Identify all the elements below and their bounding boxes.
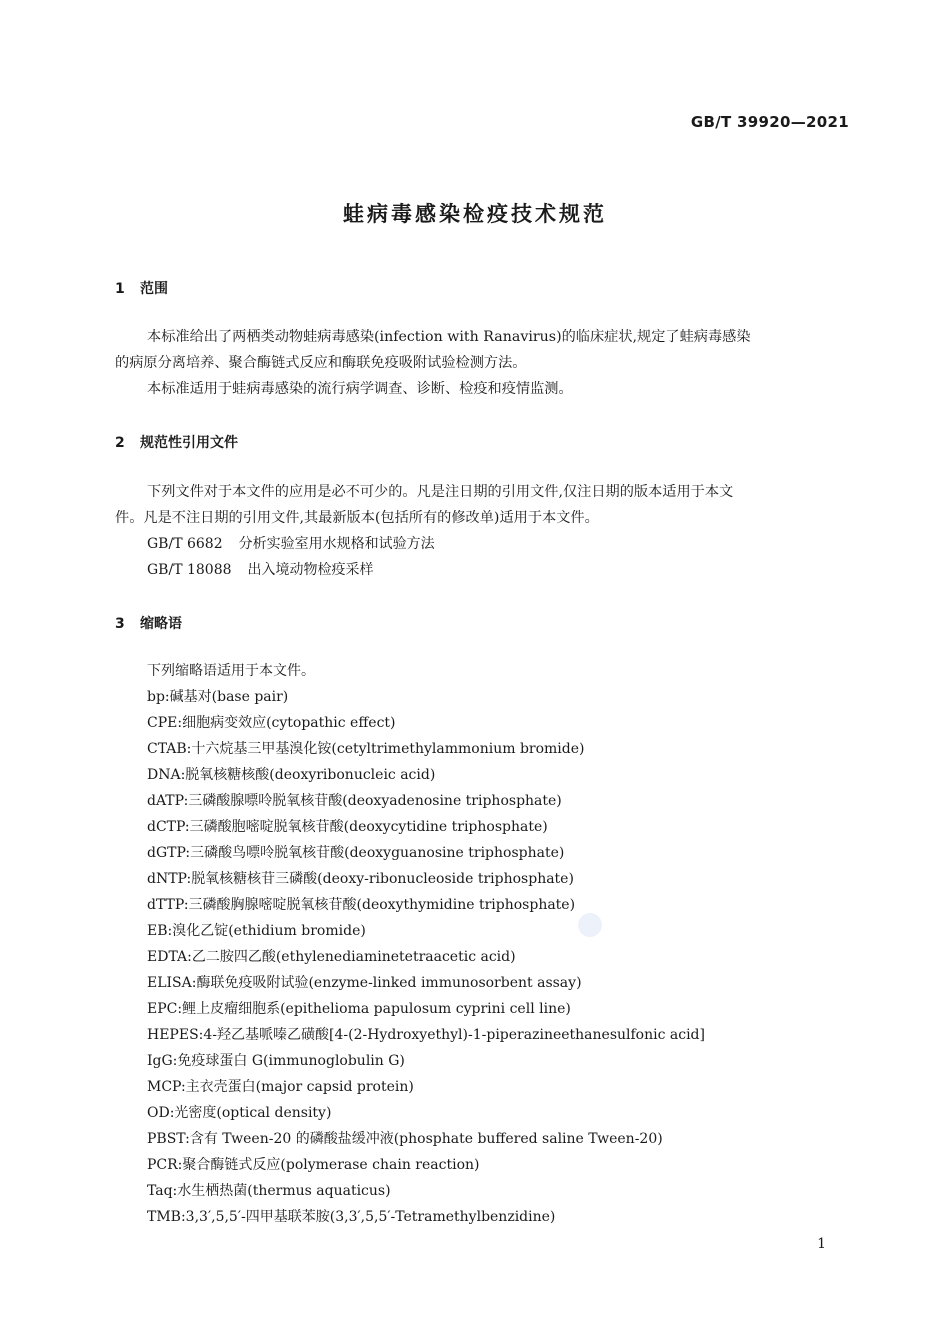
abbreviation-item: EDTA:乙二胺四乙酸(ethylenediaminetetraacetic acid) xyxy=(147,949,516,965)
abbreviation-item: TMB:3,3′,5,5′-四甲基联苯胺(3,3′,5,5′-Tetramethylbenzidine) xyxy=(147,1209,556,1225)
abbreviation-item: HEPES:4-羟乙基哌嗪乙磺酸[4-(2-Hydroxyethyl)-1-piperazineethanesulfonic acid] xyxy=(147,1027,705,1043)
reference-code: GB/T 18088 xyxy=(147,562,232,578)
page-number: 1 xyxy=(817,1236,826,1252)
abbreviation-item: Taq:水生栖热菌(thermus aquaticus) xyxy=(147,1183,391,1199)
abbreviation-item: dGTP:三磷酸鸟嘌呤脱氧核苷酸(deoxyguanosine triphosphate) xyxy=(147,845,565,861)
section-number: 1 xyxy=(115,281,125,297)
abbreviation-item: PBST:含有 Tween-20 的磷酸盐缓冲液(phosphate buffered saline Tween-20) xyxy=(147,1131,663,1147)
section-1-heading xyxy=(115,278,168,298)
section-1-body xyxy=(115,324,850,402)
abbreviation-item: EB:溴化乙锭(ethidium bromide) xyxy=(147,923,366,939)
document-title: 蛙病毒感染检疫技术规范 xyxy=(343,202,607,226)
abbreviation-item: CTAB:十六烷基三甲基溴化铵(cetyltrimethylammonium bromide) xyxy=(147,741,585,757)
abbreviation-item: PCR:聚合酶链式反应(polymerase chain reaction) xyxy=(147,1157,480,1173)
watermark-icon xyxy=(578,913,602,937)
paragraph-line: 件。凡是不注日期的引用文件,其最新版本(包括所有的修改单)适用于本文件。 xyxy=(115,510,599,526)
paragraph-line: 的病原分离培养、聚合酶链式反应和酶联免疫吸附试验检测方法。 xyxy=(115,355,527,371)
abbreviation-item: dATP:三磷酸腺嘌呤脱氧核苷酸(deoxyadenosine triphosphate) xyxy=(147,793,562,809)
abbreviation-item: dCTP:三磷酸胞嘧啶脱氧核苷酸(deoxycytidine triphosphate) xyxy=(147,819,548,835)
reference-title: 分析实验室用水规格和试验方法 xyxy=(238,536,435,552)
abbreviation-list xyxy=(147,658,705,1230)
reference-item xyxy=(147,531,435,557)
paragraph-line: 下列文件对于本文件的应用是必不可少的。凡是注日期的引用文件,仅注日期的版本适用于本文 xyxy=(147,484,734,500)
section-2-heading xyxy=(115,432,238,452)
section-title: 缩略语 xyxy=(140,616,182,632)
section-number: 2 xyxy=(115,435,125,451)
abbreviation-item: CPE:细胞病变效应(cytopathic effect) xyxy=(147,715,396,731)
abbreviation-item: ELISA:酶联免疫吸附试验(enzyme-linked immunosorbent assay) xyxy=(147,975,582,991)
reference-code: GB/T 6682 xyxy=(147,536,223,552)
section-3-heading xyxy=(115,613,182,633)
paragraph-line: 本标准给出了两栖类动物蛙病毒感染(infection with Ranavirus)的临床症状,规定了蛙病毒感染 xyxy=(147,329,751,345)
abbreviation-item: OD:光密度(optical density) xyxy=(147,1105,332,1121)
abbreviation-intro: 下列缩略语适用于本文件。 xyxy=(147,663,315,679)
abbreviation-item: MCP:主衣壳蛋白(major capsid protein) xyxy=(147,1079,414,1095)
standard-number: GB/T 39920—2021 xyxy=(690,113,849,131)
abbreviation-item: IgG:免疫球蛋白 G(immunoglobulin G) xyxy=(147,1053,405,1069)
section-title: 范围 xyxy=(140,281,168,297)
abbreviation-item: dTTP:三磷酸胸腺嘧啶脱氧核苷酸(deoxythymidine triphosphate) xyxy=(147,897,576,913)
abbreviation-item: EPC:鲤上皮瘤细胞系(epithelioma papulosum cyprini cell line) xyxy=(147,1001,571,1017)
section-2-body xyxy=(115,479,850,531)
reference-title: 出入境动物检疫采样 xyxy=(247,562,374,578)
abbreviation-item: dNTP:脱氧核糖核苷三磷酸(deoxy-ribonucleoside triphosphate) xyxy=(147,871,574,887)
paragraph-line: 本标准适用于蛙病毒感染的流行病学调查、诊断、检疫和疫情监测。 xyxy=(147,381,573,397)
abbreviation-item: bp:碱基对(base pair) xyxy=(147,689,289,705)
abbreviation-item: DNA:脱氧核糖核酸(deoxyribonucleic acid) xyxy=(147,767,436,783)
reference-item xyxy=(147,557,374,583)
section-number: 3 xyxy=(115,616,125,632)
section-title: 规范性引用文件 xyxy=(140,435,238,451)
